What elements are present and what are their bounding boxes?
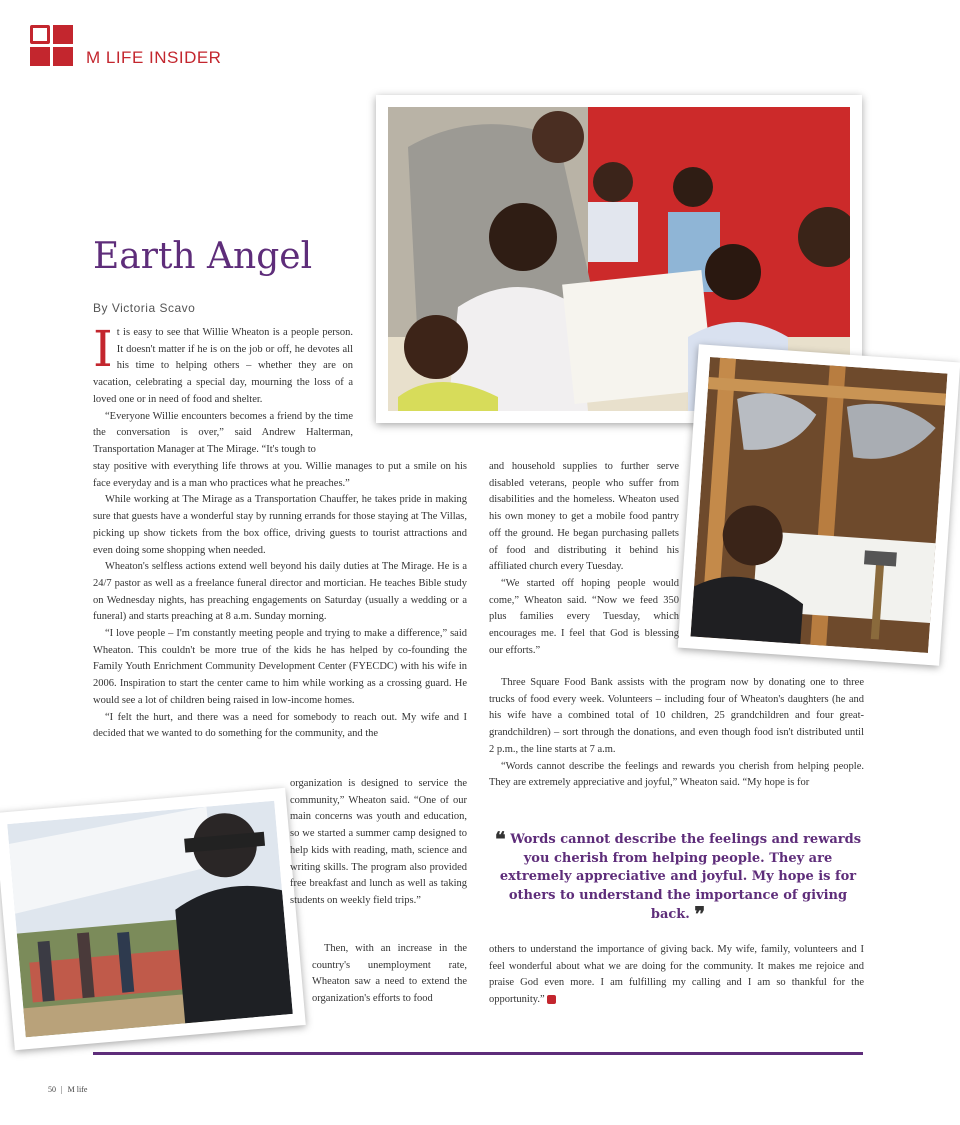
article-column-right-narrow [489,459,679,659]
paragraph: While working at The Mirage as a Transportation Chauffer, he takes pride in making sure that guests have a wonderful stay by running errands for those staying at The Villas, picking up show tickets from the box office, driving guests to tourist attractions and even doing some shopping when needed. [93,494,467,556]
article-intro [93,320,353,459]
paragraph: “Everyone Willie encounters becomes a friend by the time the conversation is over,” said Andrew Halterman, Transportation Manager at The Mirage. “It's tough to [93,410,353,455]
paragraph: organization is designed to service the community,” Wheaton said. “One of our main concerns was youth and education, so we started a summer camp designed to help kids with reading, math, science and writing skills. The program also provided free breakfast and lunch as well as taking students on weekly field trips.” [290,778,467,906]
paragraph: Then, with an increase in the country's unemployment rate, Wheaton saw a need to extend the organization's efforts to food [312,943,467,1005]
brand-logo [30,25,74,67]
article-column-right-end [489,942,864,1009]
paragraph: “We started off hoping people would come,” Wheaton said. “Now we feed 350 plus families every Tuesday, which encourages me. I feel that God is blessing our efforts.” [489,577,679,656]
article-title: Earth Angel [93,236,313,277]
paragraph: and household supplies to further serve disabled veterans, people who suffer from disabilities and the homeless. Wheaton used his own money to get a mobile food pantry off the ground. He began purchasing pallets of food and distributing it behind his affiliated church every Tuesday. [489,461,679,573]
paragraph: “I felt the hurt, and there was a need for somebody to reach out. My wife and I decided that we wanted to do something for the community, and the [93,711,467,740]
footer-rule [93,1052,863,1055]
paragraph: others to understand the importance of giving back. My wife, family, volunteers and I feel wonderful about what we are doing for the community. It makes me rejoice and praise God even more. I am fulfilling my calling and I am so thankful for the opportunity.” [489,944,864,1006]
page-folio [48,1085,87,1094]
magazine-name: M life [67,1085,88,1094]
end-mark-icon [547,995,556,1004]
close-quote-icon: ❞ [694,902,706,926]
paragraph: stay positive with everything life throws at you. Willie manages to put a smile on his face everyday and is a man who practices what he preaches.” [93,461,467,489]
photo-food-distribution [0,788,306,1051]
article-byline: By Victoria Scavo [93,301,196,315]
article-column-left-end [312,941,467,1008]
folio-separator: | [61,1085,63,1094]
article-column-left [93,459,467,743]
paragraph: “I love people – I'm constantly meeting people and trying to make a difference,” said Wheaton. This couldn't be more true of the kids he has helped by co-founding the Family Youth Enrichment Community Development Center (FYECDC) with his wife in 2006. Inspiration to start the center came to him while working as a crossing guard. He would see a lot of children being raised in low-income homes. [93,628,467,706]
drop-cap: I [93,320,113,378]
article-column-left-wrap [290,776,467,910]
paragraph: “Words cannot describe the feelings and rewards you cherish from helping people. They are extremely appreciative and joyful,” Wheaton said. “My hope is for [489,760,864,789]
paragraph: Three Square Food Bank assists with the program now by donating one to three trucks of food every week. Volunteers – including four of Wheaton's daughters (he and his wife have a combined total of 10 children, 25 grandchildren and four great-grandchildren) – sort through the donations, and even though food isn't distributed until 2 p.m., the line starts at 7 a.m. [489,677,864,755]
photo-man-with-hammer [678,344,960,666]
pull-quote [489,827,867,926]
page-number: 50 [48,1085,56,1094]
article-column-right [489,675,864,792]
pull-quote-text: Words cannot describe the feelings and rewards you cherish from helping people. They are extremely appreciative and joyful. My hope is for others to understand the importance of giving back. [499,832,862,922]
open-quote-icon: ❝ [494,827,506,851]
paragraph: Wheaton's selfless actions extend well beyond his daily duties at The Mirage. He is a 24/7 pastor as well as a freelance funeral director and mortician. He teaches Bible study on Wednesday nights, has preaching engagements on Saturday (usually a wedding or a funeral) and starts preaching at 8 a.m. Sunday morning. [93,561,467,623]
paragraph: t is easy to see that Willie Wheaton is a people person. It doesn't matter if he is on the job or off, he devotes all his time to helping others – whether they are on vacation, celebrating a special day, mourning the loss of a loved one or in need of food and shelter. [93,327,353,405]
section-brand: M LIFE INSIDER [86,48,222,67]
